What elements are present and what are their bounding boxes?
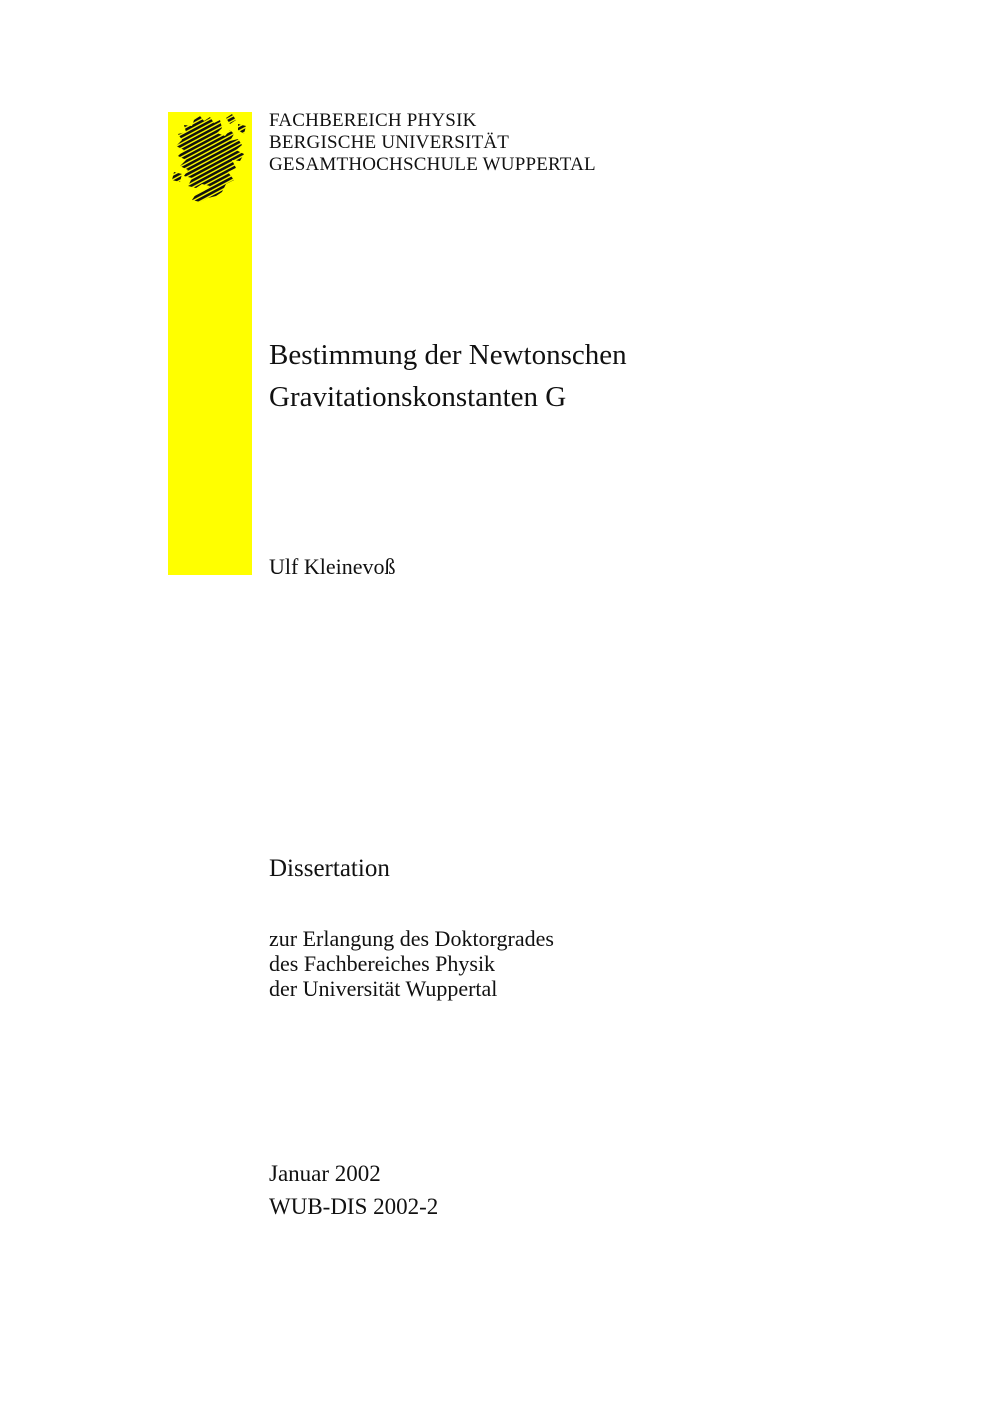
- thesis-title: [269, 334, 627, 418]
- purpose-line: der Universität Wuppertal: [269, 976, 498, 1001]
- heraldic-lion-icon: [170, 114, 250, 206]
- degree-purpose: [269, 926, 554, 1001]
- document-type: Dissertation: [269, 855, 390, 882]
- purpose-line: zur Erlangung des Doktorgrades: [269, 926, 554, 951]
- faculty-header: [269, 110, 596, 176]
- header-line: BERGISCHE UNIVERSITÄT: [269, 132, 510, 153]
- purpose-line: des Fachbereiches Physik: [269, 951, 496, 976]
- header-line: FACHBEREICH PHYSIK: [269, 110, 477, 131]
- report-number: WUB-DIS 2002-2: [269, 1194, 439, 1219]
- author-name: Ulf Kleinevoß: [269, 554, 396, 579]
- date-block: [269, 1157, 438, 1223]
- publication-date: Januar 2002: [269, 1161, 381, 1186]
- title-line: Gravitationskonstanten G: [269, 381, 567, 413]
- header-line: GESAMTHOCHSCHULE WUPPERTAL: [269, 154, 596, 175]
- title-line: Bestimmung der Newtonschen: [269, 339, 627, 371]
